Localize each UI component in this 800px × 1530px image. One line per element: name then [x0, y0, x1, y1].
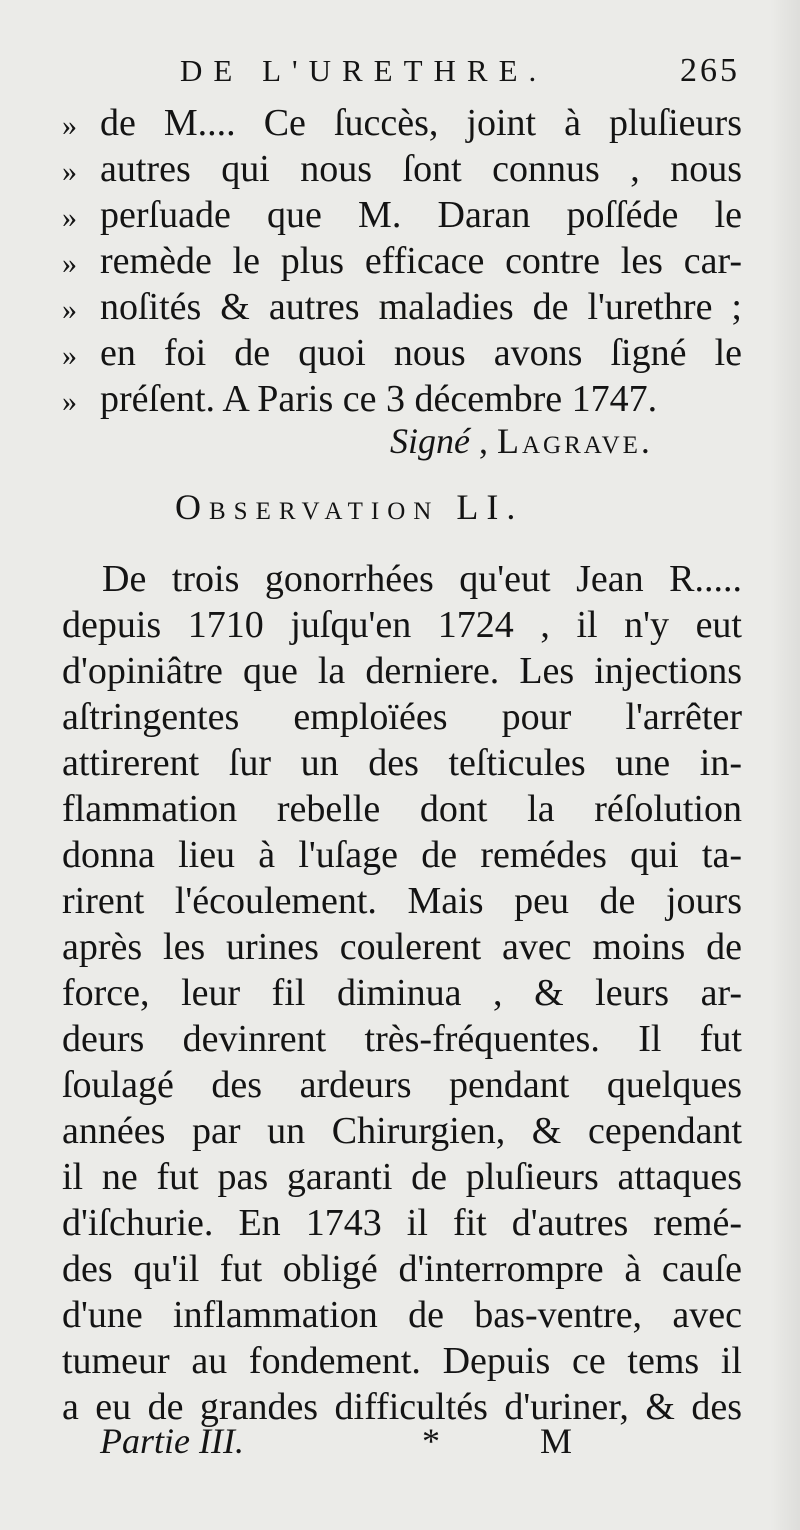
page-number: 265 [680, 52, 740, 89]
quote-text: préſent. A Paris ce 3 décembre 1747. [100, 378, 658, 420]
signed-label: Signé [390, 421, 470, 461]
body-line: ſoulagé des ardeurs pendant quelques [62, 1064, 742, 1106]
body-line: donna lieu à l'uſage de remédes qui ta- [62, 834, 742, 876]
quote-mark: » [62, 109, 77, 142]
quote-text: perſuade que M. Daran poſſéde le [100, 194, 742, 236]
body-line: depuis 1710 juſqu'en 1724 , il n'y eut [62, 604, 742, 646]
quote-mark: » [62, 385, 77, 418]
signature-separator: , [469, 421, 497, 461]
body-line: De trois gonorrhées qu'eut Jean R..... [102, 558, 742, 600]
body-line: années par un Chirurgien, & cependant [62, 1110, 742, 1152]
page-header [180, 52, 740, 90]
star-mark: * [422, 1421, 440, 1461]
quote-line [62, 330, 742, 379]
quote-mark: » [62, 293, 77, 326]
quote-line [62, 284, 742, 333]
quote-text: remède le plus efficace contre les car- [100, 240, 742, 282]
body-line: attirerent ſur un des teſticules une in- [62, 742, 742, 784]
running-title: DE L'URETHRE. [180, 53, 548, 88]
quote-mark: » [62, 201, 77, 234]
part-label: Partie III. [100, 1421, 244, 1461]
quote-mark: » [62, 247, 77, 280]
signature-line [390, 420, 653, 462]
signature-mark: M [540, 1421, 573, 1461]
body-line: il ne fut pas garanti de pluſieurs attaques [62, 1156, 742, 1198]
body-line: deurs devinrent très-fréquentes. Il fut [62, 1018, 742, 1060]
body-line: tumeur au fondement. Depuis ce tems il [62, 1340, 742, 1382]
body-line: flammation rebelle dont la réſolution [62, 788, 742, 830]
quote-line [62, 376, 742, 425]
body-line: d'opiniâtre que la derniere. Les injections [62, 650, 742, 692]
quote-text: autres qui nous ſont connus , nous [100, 148, 742, 190]
body-line: force, leur fil diminua , & leurs ar- [62, 972, 742, 1014]
observation-heading: Observation LI. [175, 487, 524, 527]
quote-mark: » [62, 339, 77, 372]
body-line: rirent l'écoulement. Mais peu de jours [62, 880, 742, 922]
quote-text: en foi de quoi nous avons ſigné le [100, 332, 742, 374]
quote-line [62, 238, 742, 287]
body-line: après les urines coulerent avec moins de [62, 926, 742, 968]
quote-line [62, 100, 742, 149]
quote-line [62, 192, 742, 241]
quote-text: de M.... Ce ſuccès, joint à pluſieurs [100, 102, 742, 144]
quote-text: noſités & autres maladies de l'urethre ; [100, 286, 742, 328]
body-line: des qu'il fut obligé d'interrompre à cauſe [62, 1248, 742, 1290]
signatory-name: Lagrave. [496, 421, 653, 461]
body-line: aſtringentes emploïées pour l'arrêter [62, 696, 742, 738]
quote-mark: » [62, 155, 77, 188]
quote-line [62, 146, 742, 195]
body-line: d'une inflammation de bas-ventre, avec [62, 1294, 742, 1336]
body-line: a eu de grandes difficultés d'uriner, & des [62, 1386, 742, 1428]
body-line: d'iſchurie. En 1743 il fit d'autres remé- [62, 1202, 742, 1244]
